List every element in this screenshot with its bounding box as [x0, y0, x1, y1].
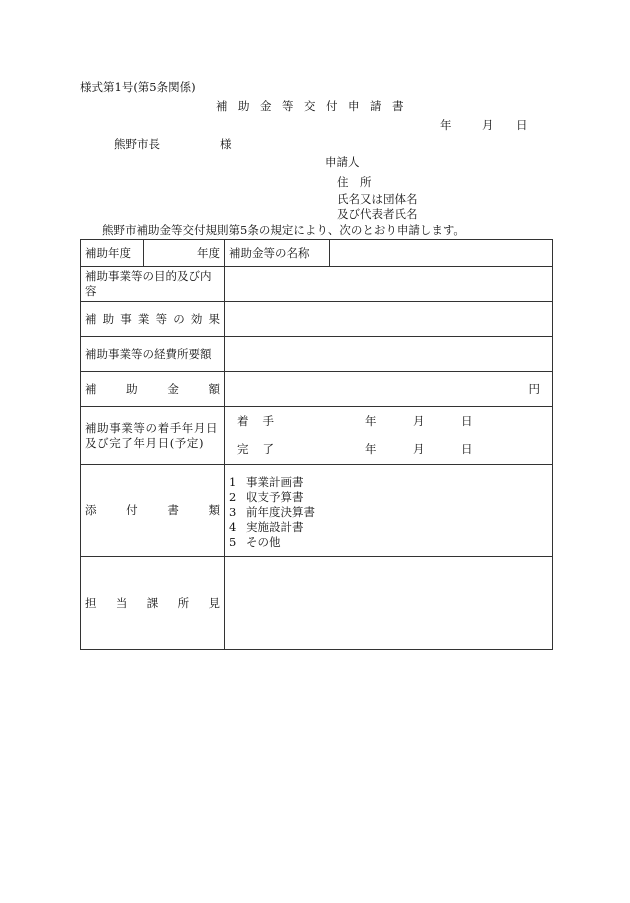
purpose-label: 補助事業等の目的及び内容 — [81, 267, 225, 302]
application-table — [80, 239, 553, 650]
name-label: 氏名又は団体名 — [337, 192, 418, 206]
amount-field[interactable] — [225, 372, 553, 407]
amount-label: 補 助 金 額 — [85, 381, 220, 396]
date-line — [440, 120, 528, 132]
fiscal-year-field[interactable] — [144, 240, 225, 267]
attachments-label: 添 付 書 類 — [85, 503, 220, 518]
attachments-label-cell — [81, 465, 225, 557]
list-item: 5 その他 — [229, 535, 281, 549]
attachments-field — [225, 465, 553, 557]
date-day: 日 — [516, 118, 528, 132]
addressee: 熊野市長 — [114, 137, 160, 151]
purpose-field[interactable] — [225, 267, 553, 302]
grant-name-label: 補助金等の名称 — [225, 240, 330, 267]
form-number: 様式第1号(第5条関係) — [80, 80, 196, 94]
start-date-row: 着 手 年 月 日 — [237, 414, 473, 429]
address-label: 住 所 — [337, 175, 372, 189]
list-item: 4 実施設計書 — [229, 520, 304, 534]
opinion-label-cell — [81, 557, 225, 650]
end-date-row: 完 了 年 月 日 — [237, 442, 473, 457]
fiscal-year-unit: 年度 — [197, 245, 220, 260]
representative-label: 及び代表者氏名 — [337, 207, 418, 221]
list-item: 1 事業計画書 — [229, 475, 304, 489]
attachments-list — [229, 473, 548, 550]
period-label — [81, 407, 225, 465]
intro-text: 熊野市補助金等交付規則第5条の規定により、次のとおり申請します。 — [102, 223, 465, 237]
date-month: 月 — [482, 118, 494, 132]
fiscal-year-label: 補助年度 — [81, 240, 144, 267]
cost-field[interactable] — [225, 337, 553, 372]
list-item: 2 収支予算書 — [229, 490, 304, 504]
effect-label: 補 助 事 業 等 の 効 果 — [85, 311, 220, 326]
document-title: 補助金等交付申請書 — [216, 99, 414, 113]
grant-name-field[interactable] — [330, 240, 553, 267]
effect-field[interactable] — [225, 302, 553, 337]
period-label-line2: 及び完了年月日(予定) — [85, 435, 205, 450]
applicant-label: 申請人 — [325, 155, 360, 169]
period-field[interactable] — [225, 407, 553, 465]
amount-unit: 円 — [528, 381, 540, 396]
period-label-line1: 補助事業等の着手年月日 — [85, 420, 219, 435]
date-year: 年 — [440, 118, 452, 132]
cost-label: 補助事業等の経費所要額 — [81, 337, 225, 372]
amount-label-cell — [81, 372, 225, 407]
honorific: 様 — [220, 137, 232, 151]
list-item: 3 前年度決算書 — [229, 505, 315, 519]
opinion-label: 担 当 課 所 見 — [85, 595, 220, 610]
opinion-field[interactable] — [225, 557, 553, 650]
effect-label-cell — [81, 302, 225, 337]
